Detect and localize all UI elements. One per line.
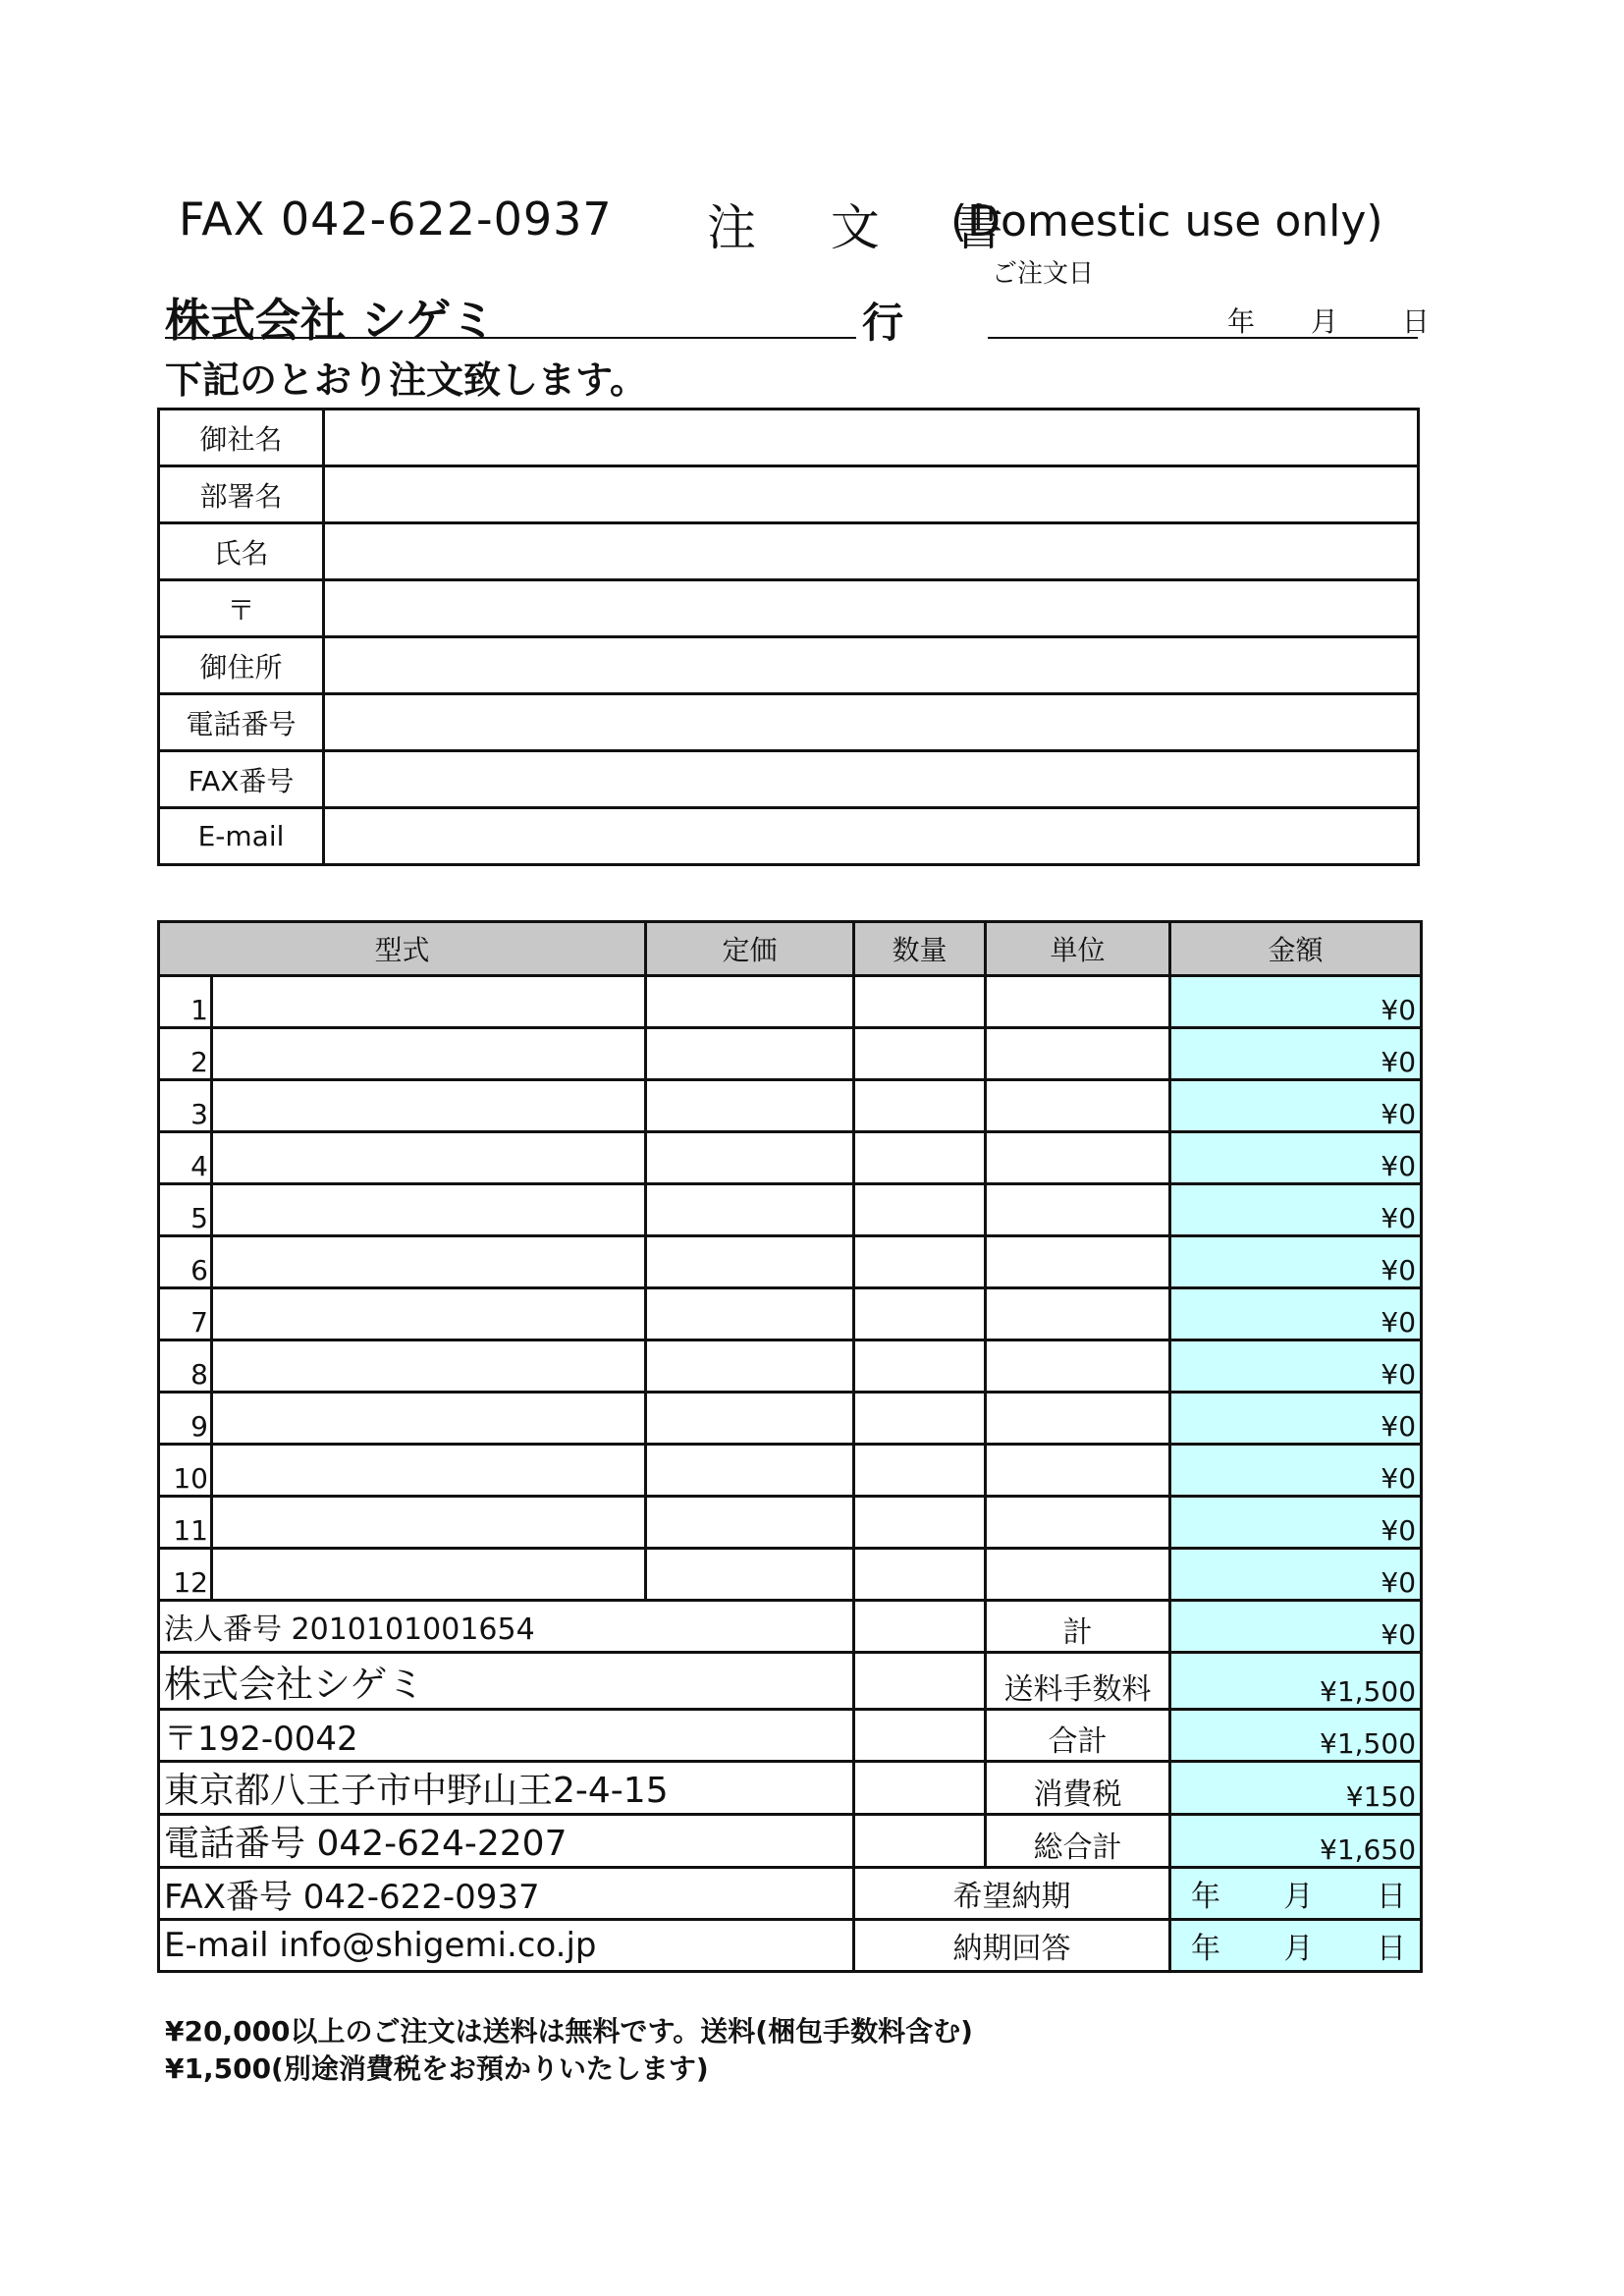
amount-cell: ¥0 <box>1170 1080 1422 1132</box>
amount-cell: ¥0 <box>1170 1184 1422 1236</box>
qty-cell[interactable] <box>854 1184 986 1236</box>
amount-cell: ¥0 <box>1170 1445 1422 1497</box>
row-number: 2 <box>159 1028 212 1080</box>
qty-cell[interactable] <box>854 1080 986 1132</box>
model-cell[interactable] <box>212 1184 646 1236</box>
desired-day: 日 <box>1377 1880 1407 1914</box>
price-cell[interactable] <box>646 1340 854 1393</box>
order-instruction: 下記のとおり注文致します。 <box>165 358 647 402</box>
qty-cell[interactable] <box>854 1028 986 1080</box>
seller-address: 東京都八王子市中野山王2-4-15 <box>159 1762 854 1815</box>
unit-cell[interactable] <box>986 1393 1170 1445</box>
price-cell[interactable] <box>646 1028 854 1080</box>
qty-cell[interactable] <box>854 1445 986 1497</box>
order-item-row <box>159 1288 1422 1340</box>
unit-cell[interactable] <box>986 1080 1170 1132</box>
total-row <box>159 1710 1422 1762</box>
qty-cell[interactable] <box>854 1549 986 1601</box>
shipping-note: ¥20,000以上のご注文は送料は無料です。送料(梱包手数料含む)¥1,500(別途消費税をお預かりいたします) <box>165 2015 973 2085</box>
desired-month: 月 <box>1283 1880 1314 1914</box>
fax-number-heading: FAX 042-622-0937 <box>179 192 613 246</box>
tax-row <box>159 1762 1422 1815</box>
row-number: 4 <box>159 1132 212 1184</box>
customer-row-email <box>159 808 1419 865</box>
unit-cell[interactable] <box>986 976 1170 1028</box>
amount-cell: ¥0 <box>1170 1393 1422 1445</box>
desired-delivery-label: 希望納期 <box>854 1868 1170 1920</box>
customer-info-table <box>157 408 1420 866</box>
price-cell[interactable] <box>646 976 854 1028</box>
unit-cell[interactable] <box>986 1497 1170 1549</box>
qty-cell[interactable] <box>854 1393 986 1445</box>
company-label: 御社名 <box>159 410 324 466</box>
model-cell[interactable] <box>212 1028 646 1080</box>
spacer-cell <box>854 1601 986 1653</box>
shipping-value: ¥1,500 <box>1170 1653 1422 1710</box>
amount-cell: ¥0 <box>1170 1497 1422 1549</box>
phone-input[interactable] <box>324 694 1419 751</box>
shipping-row <box>159 1653 1422 1710</box>
reply-delivery-date[interactable] <box>1170 1920 1422 1972</box>
price-cell[interactable] <box>646 1549 854 1601</box>
price-cell[interactable] <box>646 1393 854 1445</box>
postal-input[interactable] <box>324 580 1419 637</box>
row-number: 3 <box>159 1080 212 1132</box>
order-item-row <box>159 1132 1422 1184</box>
order-item-row <box>159 1028 1422 1080</box>
email-label: E-mail <box>159 808 324 865</box>
amount-header: 金額 <box>1170 922 1422 976</box>
row-number: 9 <box>159 1393 212 1445</box>
grand-total-label: 総合計 <box>986 1815 1170 1868</box>
model-cell[interactable] <box>212 976 646 1028</box>
model-cell[interactable] <box>212 1497 646 1549</box>
unit-cell[interactable] <box>986 1288 1170 1340</box>
reply-year: 年 <box>1191 1932 1221 1966</box>
order-item-row <box>159 1549 1422 1601</box>
order-date-field[interactable] <box>1227 301 1430 340</box>
department-input[interactable] <box>324 466 1419 523</box>
reply-delivery-label: 納期回答 <box>854 1920 1170 1972</box>
fax-input[interactable] <box>324 751 1419 808</box>
reply-month: 月 <box>1283 1932 1314 1966</box>
order-item-row <box>159 976 1422 1028</box>
row-number: 12 <box>159 1549 212 1601</box>
amount-cell: ¥0 <box>1170 1288 1422 1340</box>
price-cell[interactable] <box>646 1497 854 1549</box>
qty-cell[interactable] <box>854 1132 986 1184</box>
subtotal-label: 計 <box>986 1601 1170 1653</box>
order-item-row <box>159 1393 1422 1445</box>
row-number: 6 <box>159 1236 212 1288</box>
order-header-row <box>159 922 1422 976</box>
desired-delivery-date[interactable] <box>1170 1868 1422 1920</box>
row-number: 10 <box>159 1445 212 1497</box>
spacer-cell <box>854 1710 986 1762</box>
unit-cell[interactable] <box>986 1549 1170 1601</box>
model-cell[interactable] <box>212 1340 646 1393</box>
qty-cell[interactable] <box>854 976 986 1028</box>
customer-row-department <box>159 466 1419 523</box>
unit-header: 単位 <box>986 922 1170 976</box>
shipping-label: 送料手数料 <box>986 1653 1170 1710</box>
grand-total-row <box>159 1815 1422 1868</box>
name-input[interactable] <box>324 523 1419 580</box>
model-cell[interactable] <box>212 1288 646 1340</box>
order-footer <box>159 1601 1422 1972</box>
model-cell[interactable] <box>212 1549 646 1601</box>
seller-email: E-mail info@shigemi.co.jp <box>159 1920 854 1972</box>
customer-row-postal <box>159 580 1419 637</box>
recipient-company: 株式会社 シゲミ <box>165 294 497 347</box>
spacer-cell <box>854 1762 986 1815</box>
postal-label: 〒 <box>159 580 324 637</box>
order-item-row <box>159 1184 1422 1236</box>
order-item-row <box>159 1080 1422 1132</box>
price-cell[interactable] <box>646 1236 854 1288</box>
recipient-underline <box>165 337 856 339</box>
total-label: 合計 <box>986 1710 1170 1762</box>
price-cell[interactable] <box>646 1132 854 1184</box>
order-rows <box>159 976 1422 1601</box>
qty-cell[interactable] <box>854 1236 986 1288</box>
customer-row-fax <box>159 751 1419 808</box>
seller-phone: 電話番号 042-624-2207 <box>159 1815 854 1868</box>
desired-year: 年 <box>1191 1880 1221 1914</box>
reply-day: 日 <box>1377 1932 1407 1966</box>
unit-cell[interactable] <box>986 1445 1170 1497</box>
amount-cell: ¥0 <box>1170 976 1422 1028</box>
order-items-table <box>157 920 1423 1973</box>
row-number: 1 <box>159 976 212 1028</box>
model-cell[interactable] <box>212 1080 646 1132</box>
price-cell[interactable] <box>646 1288 854 1340</box>
customer-row-company <box>159 410 1419 466</box>
order-item-row <box>159 1236 1422 1288</box>
phone-label: 電話番号 <box>159 694 324 751</box>
model-cell[interactable] <box>212 1445 646 1497</box>
order-date-caption: ご注文日 <box>992 259 1095 289</box>
unit-cell[interactable] <box>986 1236 1170 1288</box>
order-date-day: 日 <box>1401 305 1430 338</box>
spacer-cell <box>854 1815 986 1868</box>
amount-cell: ¥0 <box>1170 1132 1422 1184</box>
tax-label: 消費税 <box>986 1762 1170 1815</box>
name-label: 氏名 <box>159 523 324 580</box>
order-item-row <box>159 1340 1422 1393</box>
total-value: ¥1,500 <box>1170 1710 1422 1762</box>
corp-number: 法人番号 2010101001654 <box>159 1601 854 1653</box>
unit-cell[interactable] <box>986 1184 1170 1236</box>
model-cell[interactable] <box>212 1132 646 1184</box>
order-date-year: 年 <box>1227 305 1256 338</box>
document-title: 注 文 書 <box>707 199 1033 256</box>
department-label: 部署名 <box>159 466 324 523</box>
qty-cell[interactable] <box>854 1340 986 1393</box>
fax-label: FAX番号 <box>159 751 324 808</box>
row-number: 5 <box>159 1184 212 1236</box>
model-cell[interactable] <box>212 1393 646 1445</box>
price-cell[interactable] <box>646 1445 854 1497</box>
seller-name: 株式会社シゲミ <box>159 1653 854 1710</box>
grand-total-value: ¥1,650 <box>1170 1815 1422 1868</box>
amount-cell: ¥0 <box>1170 1549 1422 1601</box>
price-cell[interactable] <box>646 1080 854 1132</box>
company-input[interactable] <box>324 410 1419 466</box>
row-number: 11 <box>159 1497 212 1549</box>
unit-cell[interactable] <box>986 1132 1170 1184</box>
address-input[interactable] <box>324 637 1419 694</box>
qty-cell[interactable] <box>854 1288 986 1340</box>
recipient-suffix: 行 <box>862 299 904 347</box>
customer-row-name <box>159 523 1419 580</box>
email-input[interactable] <box>324 808 1419 865</box>
tax-value: ¥150 <box>1170 1762 1422 1815</box>
model-header: 型式 <box>159 922 646 976</box>
order-date-month: 月 <box>1310 305 1338 338</box>
subtotal-row <box>159 1601 1422 1653</box>
price-cell[interactable] <box>646 1184 854 1236</box>
seller-fax: FAX番号 042-622-0937 <box>159 1868 854 1920</box>
customer-row-address <box>159 637 1419 694</box>
amount-cell: ¥0 <box>1170 1028 1422 1080</box>
model-cell[interactable] <box>212 1236 646 1288</box>
order-item-row <box>159 1445 1422 1497</box>
desired-delivery-row <box>159 1868 1422 1920</box>
unit-cell[interactable] <box>986 1340 1170 1393</box>
reply-delivery-row <box>159 1920 1422 1972</box>
order-item-row <box>159 1497 1422 1549</box>
seller-postal: 〒192-0042 <box>159 1710 854 1762</box>
address-label: 御住所 <box>159 637 324 694</box>
qty-header: 数量 <box>854 922 986 976</box>
row-number: 7 <box>159 1288 212 1340</box>
subtotal-value: ¥0 <box>1170 1601 1422 1653</box>
qty-cell[interactable] <box>854 1497 986 1549</box>
spacer-cell <box>854 1653 986 1710</box>
amount-cell: ¥0 <box>1170 1340 1422 1393</box>
amount-cell: ¥0 <box>1170 1236 1422 1288</box>
price-header: 定価 <box>646 922 854 976</box>
document-subtitle: (Domestic use only) <box>950 196 1383 246</box>
unit-cell[interactable] <box>986 1028 1170 1080</box>
row-number: 8 <box>159 1340 212 1393</box>
customer-row-phone <box>159 694 1419 751</box>
